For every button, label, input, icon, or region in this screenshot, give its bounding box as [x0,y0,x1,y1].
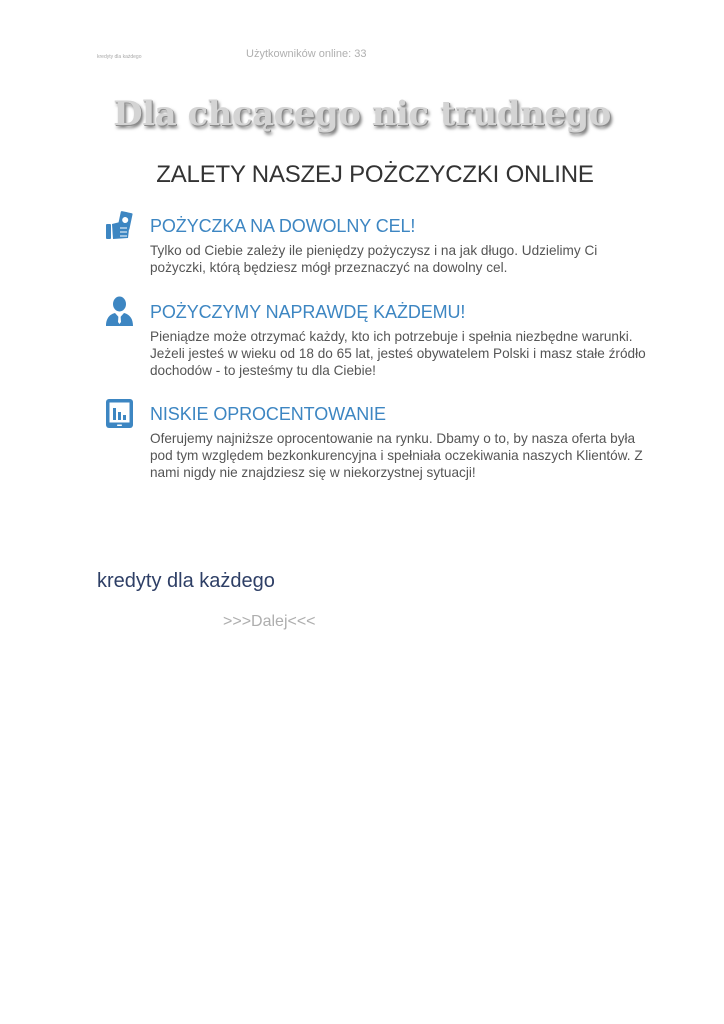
feature-3-text: Oferujemy najniższe oprocentowanie na rynku. Dbamy o to, by nasza oferta była pod tym względem bezkonkurencyjna i spełniała oczekiwania naszych Klientów. Z nami nigdy nie znajdziesz się w niekorzystnej sytuacji! [150,431,643,480]
credits-link[interactable]: kredyty dla każdego [97,570,275,592]
feature-2-text: Pieniądze może otrzymać każdy, kto ich potrzebuje i spełnia niezbędne warunki. Jeżeli jesteś w wieku od 18 do 65 lat, jesteś obywatelem Polski i masz stałe źródło dochodów - to jesteśmy tu dla Ciebie! [150,329,646,378]
small-credits-link[interactable]: kredyty dla każdego [97,54,142,60]
person-icon [105,296,134,327]
section-heading: ZALETY NASZEJ POŻCZYCZKI ONLINE [156,161,594,188]
bar-chart-tablet-icon [105,398,134,429]
page-title: Dla chcącego nic trudnego [113,94,611,134]
feature-1-title: POŻYCZKA NA DOWOLNY CEL! [150,216,416,236]
online-users-counter: Użytkowników online: 33 [246,48,367,60]
hand-money-icon [105,211,134,242]
feature-1-text: Tylko od Ciebie zależy ile pieniędzy pożyczysz i na jak długo. Udzielimy Ci pożyczki, którą będziesz mógł przeznaczyć na dowolny cel. [150,243,598,275]
feature-3-title: NISKIE OPROCENTOWANIE [150,404,386,424]
feature-2-title: POŻYCZYMY NAPRAWDĘ KAŻDEMU! [150,302,466,322]
next-link[interactable]: >>>Dalej<<< [223,613,316,630]
